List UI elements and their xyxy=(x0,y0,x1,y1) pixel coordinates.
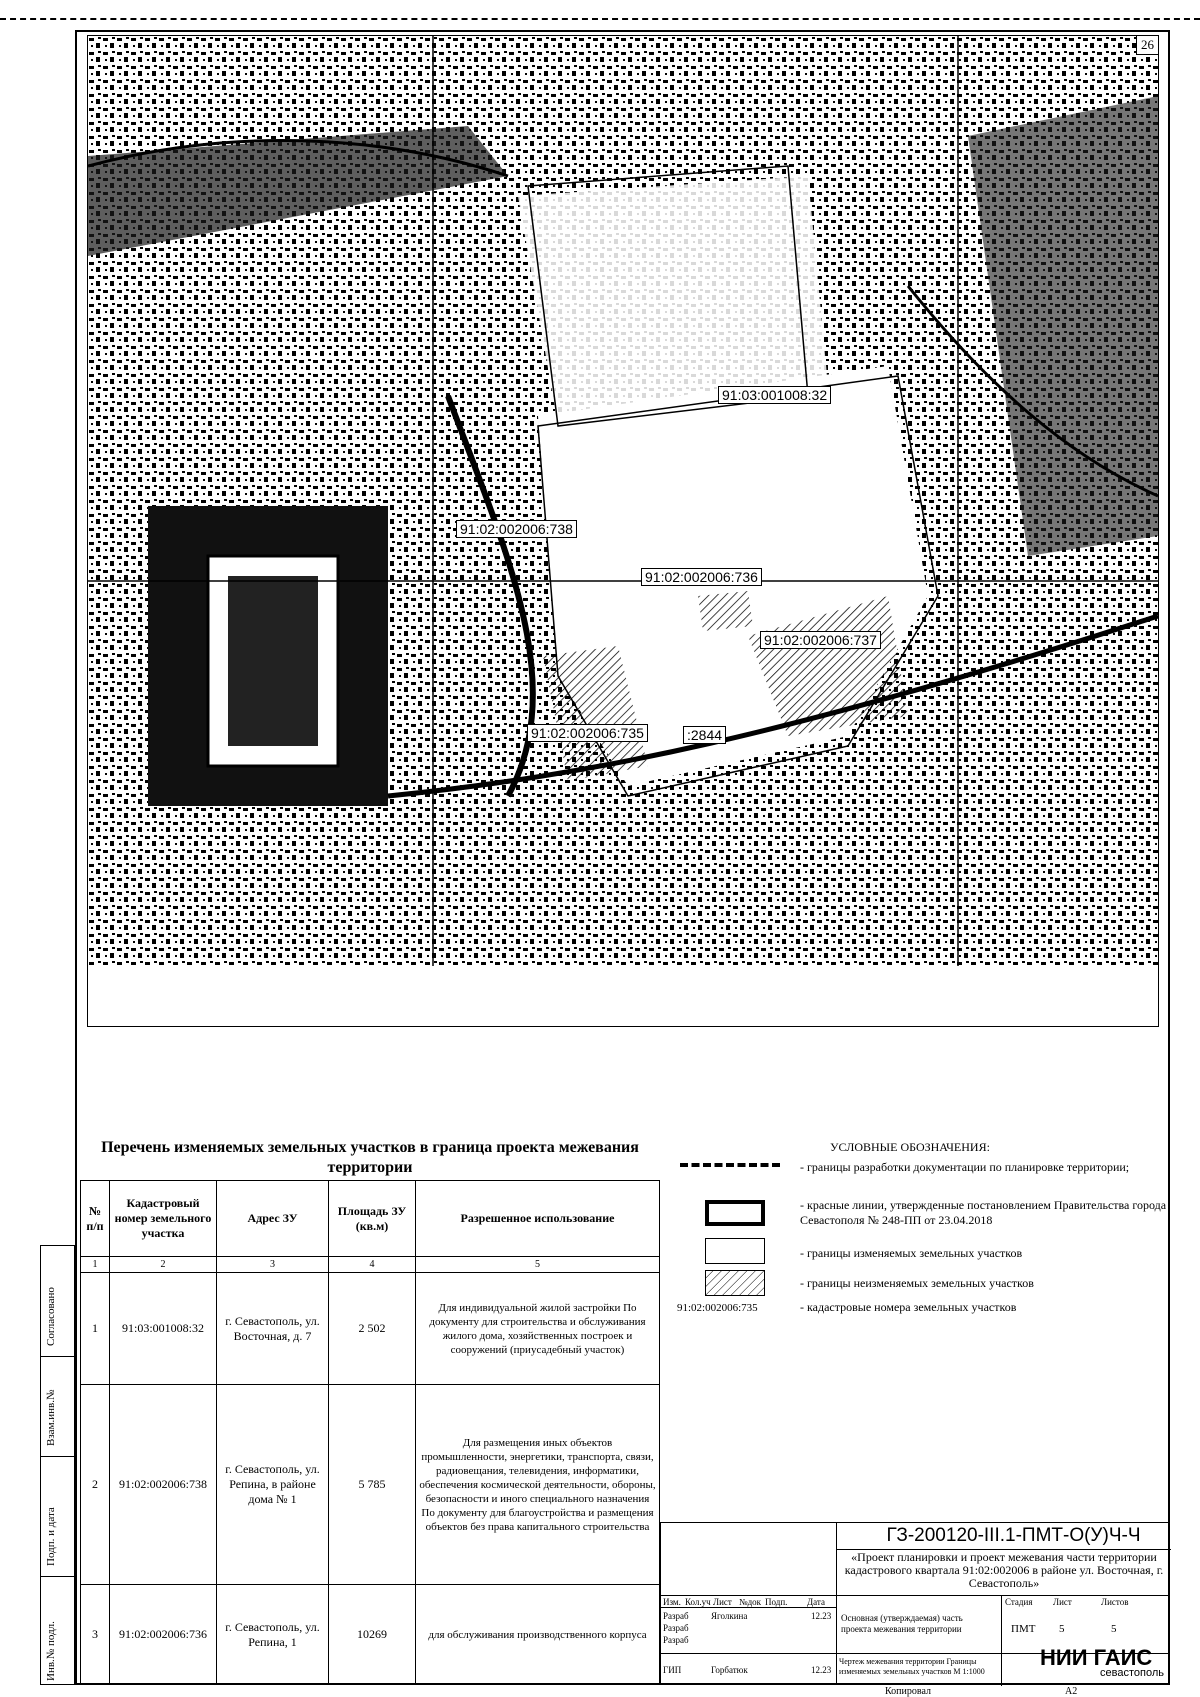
parcel-label[interactable]: 91:02:002006:735 xyxy=(527,724,648,742)
project-name: «Проект планировки и проект межевания части территории кадастрового квартала 91:02:002006 в районе ул. Восточная, г. Севастополь» xyxy=(844,1550,1164,1590)
row-use: Для размещения иных объектов промышленности, энергетики, транспорта, связи, радиовещания, телевидения, информатики, обеспечения космической деятельности, обороны, безопасности и иного специального назначения По документу для благоустройства и размещения объектов без права капитального строительства xyxy=(416,1385,660,1585)
parcel-table xyxy=(80,1180,660,1685)
stage-head: Стадия xyxy=(1005,1597,1033,1607)
header-cadastral: Кадастровый номер земельного участка xyxy=(110,1181,217,1257)
parcel-list-title: Перечень изменяемых земельных участков в граница проекта межевания территории xyxy=(101,1139,639,1176)
table-row xyxy=(81,1385,660,1585)
side-stamp xyxy=(40,1245,75,1685)
row-num: 1 xyxy=(81,1273,110,1385)
date: 12.23 xyxy=(811,1611,832,1621)
row-area: 2 502 xyxy=(329,1273,416,1385)
row-num: 3 xyxy=(81,1585,110,1685)
row-use: Для индивидуальной жилой застройки По документу для строительства и обслуживания жилого дома, хозяйственных построек и сооружений (приусадебный участок) xyxy=(416,1273,660,1385)
role: Разраб xyxy=(663,1611,689,1621)
parcel-label[interactable]: 91:02:002006:736 xyxy=(641,568,762,586)
head-kol: Кол.уч xyxy=(685,1597,711,1607)
header-num: № п/п xyxy=(81,1181,110,1257)
stamp-sign-date: Подп. и дата xyxy=(45,1507,57,1566)
role: Разраб xyxy=(663,1623,689,1633)
aerial-map[interactable] xyxy=(87,35,1159,1027)
table-row xyxy=(81,1273,660,1385)
header-address: Адрес ЗУ xyxy=(217,1181,329,1257)
table-row xyxy=(81,1585,660,1685)
stamp-replace-inv: Взам.инв.№ xyxy=(45,1389,57,1446)
doc-part: Основная (утверждаемая) часть проекта межевания территории xyxy=(841,1613,963,1634)
head-sign: Подп. xyxy=(765,1597,788,1607)
role: ГИП xyxy=(663,1665,682,1675)
swatch-planning-boundary xyxy=(680,1163,780,1173)
sheets-head: Листов xyxy=(1101,1597,1129,1607)
format-label: А2 xyxy=(1065,1686,1078,1697)
name: Горбатюк xyxy=(711,1665,748,1675)
head-doc: №док xyxy=(739,1597,762,1607)
row-area: 5 785 xyxy=(329,1385,416,1585)
drawing-code: ГЗ-200120-III.1-ПМТ-О(У)Ч-Ч xyxy=(886,1525,1141,1546)
row-address: г. Севастополь, ул. Восточная, д. 7 xyxy=(217,1273,329,1385)
role: Разраб xyxy=(663,1635,689,1645)
sheet-cut-line xyxy=(0,18,1200,20)
col-number: 4 xyxy=(329,1257,416,1273)
legend-item: - границы разработки документации по планировке территории; xyxy=(800,1160,1130,1174)
col-number: 2 xyxy=(110,1257,217,1273)
org-logo: НИИ ГАИС xyxy=(1040,1645,1153,1670)
row-cadastral: 91:02:002006:738 xyxy=(110,1385,217,1585)
row-cadastral: 91:03:001008:32 xyxy=(110,1273,217,1385)
org-sub: севастополь xyxy=(1100,1667,1164,1679)
parcel-label[interactable]: 91:02:002006:737 xyxy=(760,631,881,649)
header-use: Разрешенное использование xyxy=(416,1181,660,1257)
parcel-label[interactable]: :2844 xyxy=(683,726,726,744)
legend-item: - границы изменяемых земельных участков xyxy=(800,1246,1023,1260)
legend-item: - кадастровые номера земельных участков xyxy=(800,1300,1017,1314)
row-num: 2 xyxy=(81,1385,110,1585)
copied-label: Копировал xyxy=(885,1686,931,1697)
drawing-title: Чертеж межевания территории Границы изменяемых земельных участков М 1:1000 xyxy=(839,1657,985,1676)
parcel-label[interactable]: 91:03:001008:32 xyxy=(718,386,831,404)
legend-title: УСЛОВНЫЕ ОБОЗНАЧЕНИЯ: xyxy=(830,1140,990,1154)
header-area: Площадь ЗУ (кв.м) xyxy=(329,1181,416,1257)
row-area: 10269 xyxy=(329,1585,416,1685)
row-use: для обслуживания производственного корпуса xyxy=(416,1585,660,1685)
stage: ПМТ xyxy=(1011,1623,1036,1635)
legend-sample-number: 91:02:002006:735 xyxy=(677,1302,758,1314)
sheet-head: Лист xyxy=(1053,1597,1072,1607)
sheet-number: 26 xyxy=(1136,36,1158,55)
head-list: Лист xyxy=(713,1597,732,1607)
col-number: 5 xyxy=(416,1257,660,1273)
swatch-changed-parcel xyxy=(705,1238,765,1264)
sheet: 5 xyxy=(1059,1623,1065,1635)
parcel-label[interactable]: 91:02:002006:738 xyxy=(456,520,577,538)
name: Яголкина xyxy=(711,1611,748,1621)
row-cadastral: 91:02:002006:736 xyxy=(110,1585,217,1685)
stamp-agreed: Согласовано xyxy=(45,1287,57,1346)
sheets: 5 xyxy=(1111,1623,1117,1635)
legend-item: - границы неизменяемых земельных участков xyxy=(800,1276,1034,1290)
row-address: г. Севастополь, ул. Репина, в районе дома № 1 xyxy=(217,1385,329,1585)
head-date: Дата xyxy=(807,1597,825,1607)
date: 12.23 xyxy=(811,1665,832,1675)
swatch-unchanged-parcel xyxy=(705,1270,765,1296)
col-number: 3 xyxy=(217,1257,329,1273)
stamp-inv-orig: Инв.№ подл. xyxy=(45,1621,57,1681)
col-number: 1 xyxy=(81,1257,110,1273)
legend-item: - красные линии, утвержденные постановлением Правительства города Севастополя № 248-ПП от 23.04.2018 xyxy=(800,1198,1167,1227)
head-izm: Изм. xyxy=(663,1597,681,1607)
swatch-red-lines xyxy=(705,1200,765,1226)
row-address: г. Севастополь, ул. Репина, 1 xyxy=(217,1585,329,1685)
